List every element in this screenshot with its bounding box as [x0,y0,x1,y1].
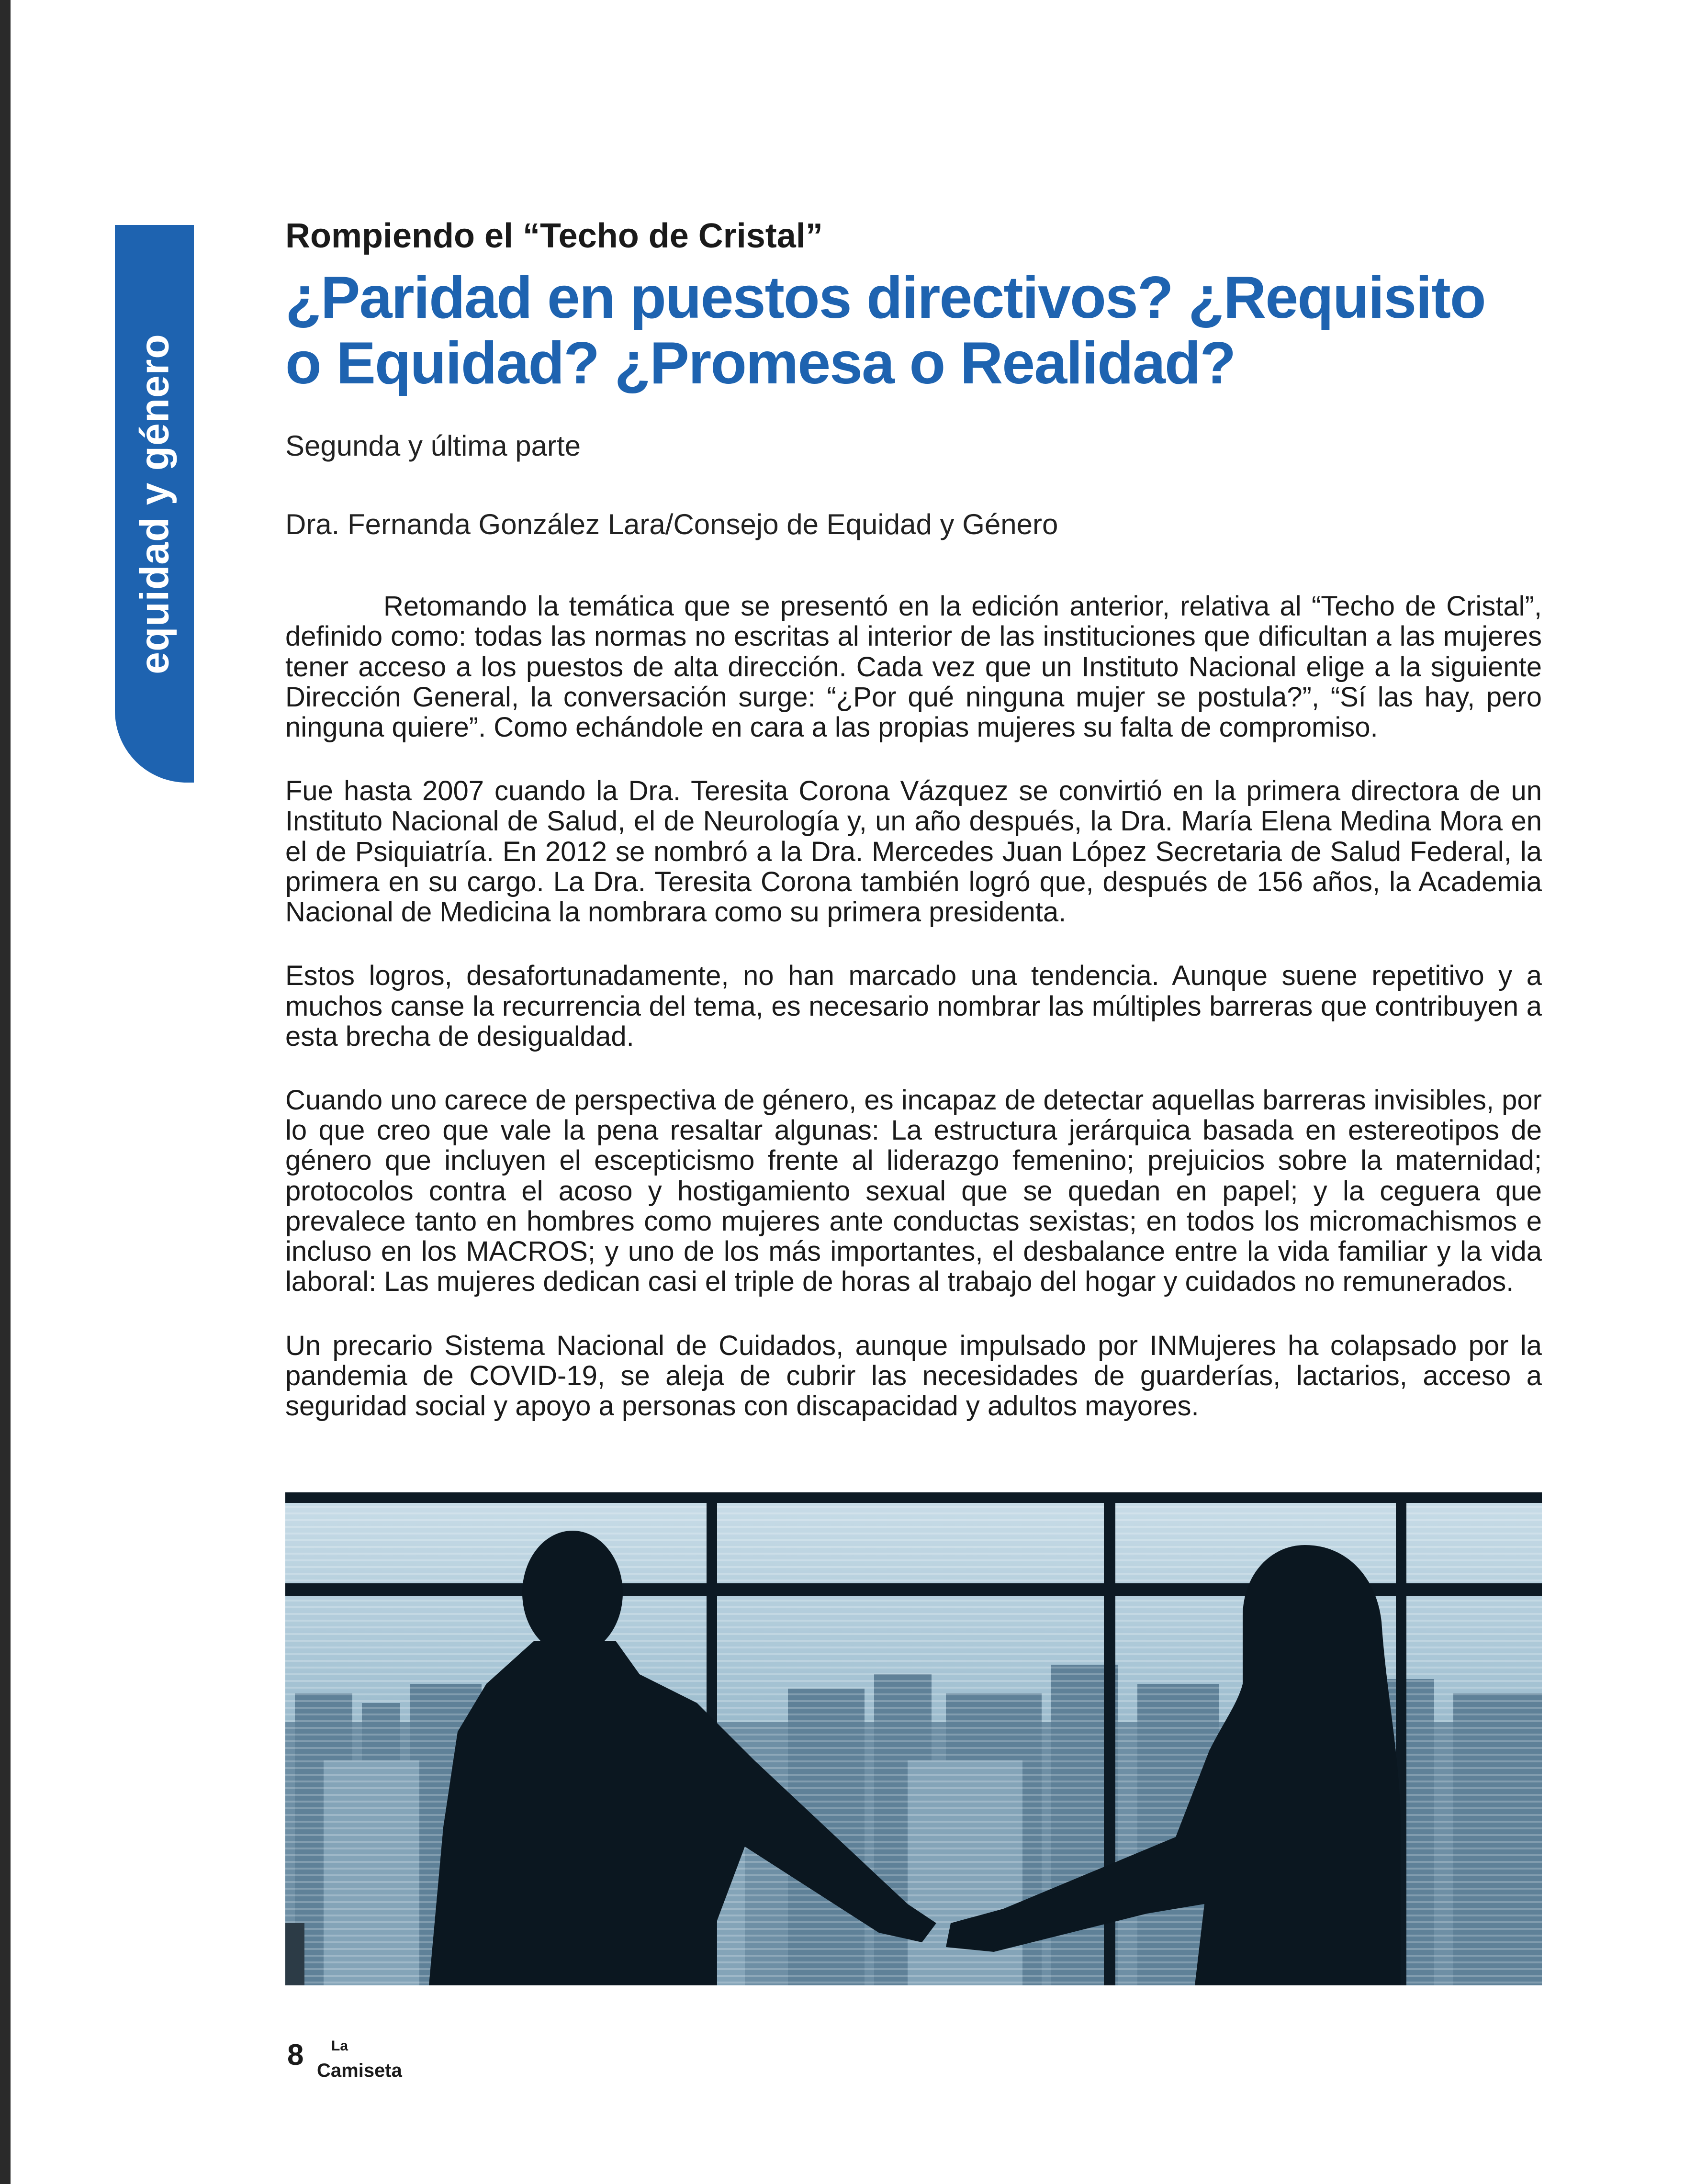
paragraph-3: Estos logros, desafortunadamente, no han marcado una tendencia. Aunque suene repetitivo y a muchos canse la recurrencia del tema, es necesario nombrar las múltiples barreras que contribuyen a esta brecha de desigualdad. [285,960,1542,1052]
article-body [285,591,1542,1421]
magazine-name: Camiseta [317,2060,402,2081]
headline-line-2: o Equidad? ¿Promesa o Realidad? [285,330,1235,396]
paragraph-4: Cuando uno carece de perspectiva de género, es incapaz de detectar aquellas barreras invisibles, por lo que creo que vale la pena resaltar algunas: La estructura jerárquica basada en estereotipos de género que incluyen el escepticismo frente al liderazgo femenino; prejuicios sobre la maternidad; protocolos contra el acoso y hostigamiento sexual que se quedan en papel; y la ceguera que prevalece tanto en hombres como mujeres ante conductas sexistas; en todos los micromachismos e incluso en los MACROS; y uno de los más importantes, el desbalance entre la vida familiar y la vida laboral: Las mujeres dedican casi el triple de horas al trabajo del hogar y cuidados no remunerados. [285,1085,1542,1298]
page-number: 8 [287,2038,304,2072]
section-tab-label: equidad y género [132,333,177,674]
article [285,215,1542,1455]
paragraph-1: Retomando la temática que se presentó en la edición anterior, relativa al “Techo de Cristal”, definido como: todas las normas no escritas al interior de las instituciones que dificultan a las mujeres tener acceso a los puestos de alta dirección. Cada vez que un Instituto Nacional elige a la siguiente Dirección General, la conversación surge: “¿Por qué ninguna mujer se postula?”, “Sí las hay, pero ninguna quiere”. Como echándole en cara a las propias mujeres su falta de compromiso. [285,591,1542,743]
article-kicker: Rompiendo el “Techo de Cristal” [285,217,823,255]
handshake-silhouette-photo [285,1492,1542,1985]
article-headline [285,265,1542,396]
page-edge-border [0,0,11,2184]
paragraph-5: Un precario Sistema Nacional de Cuidados, aunque impulsado por INMujeres ha colapsado por la pandemia de COVID-19, se aleja de cubrir las necesidades de guarderías, lactarios, acceso a seguridad social y apoyo a personas con discapacidad y adultos mayores. [285,1330,1542,1422]
article-byline: Dra. Fernanda González Lara/Consejo de Equidad y Género [285,508,1058,541]
headline-line-1: ¿Paridad en puestos directivos? ¿Requisito [285,265,1485,331]
section-tab [115,225,194,783]
paragraph-2: Fue hasta 2007 cuando la Dra. Teresita Corona Vázquez se convirtió en la primera directora de un Instituto Nacional de Salud, el de Neurología y, un año después, la Dra. María Elena Medina Mora en el de Psiquiatría. En 2012 se nombró a la Dra. Mercedes Juan López Secretaria de Salud Federal, la primera en su cargo. La Dra. Teresita Corona también logró que, después de 156 años, la Academia Nacional de Medicina la nombrara como su primera presidenta. [285,775,1542,928]
magazine-article: La [331,2038,348,2054]
article-subtitle: Segunda y última parte [285,430,581,462]
